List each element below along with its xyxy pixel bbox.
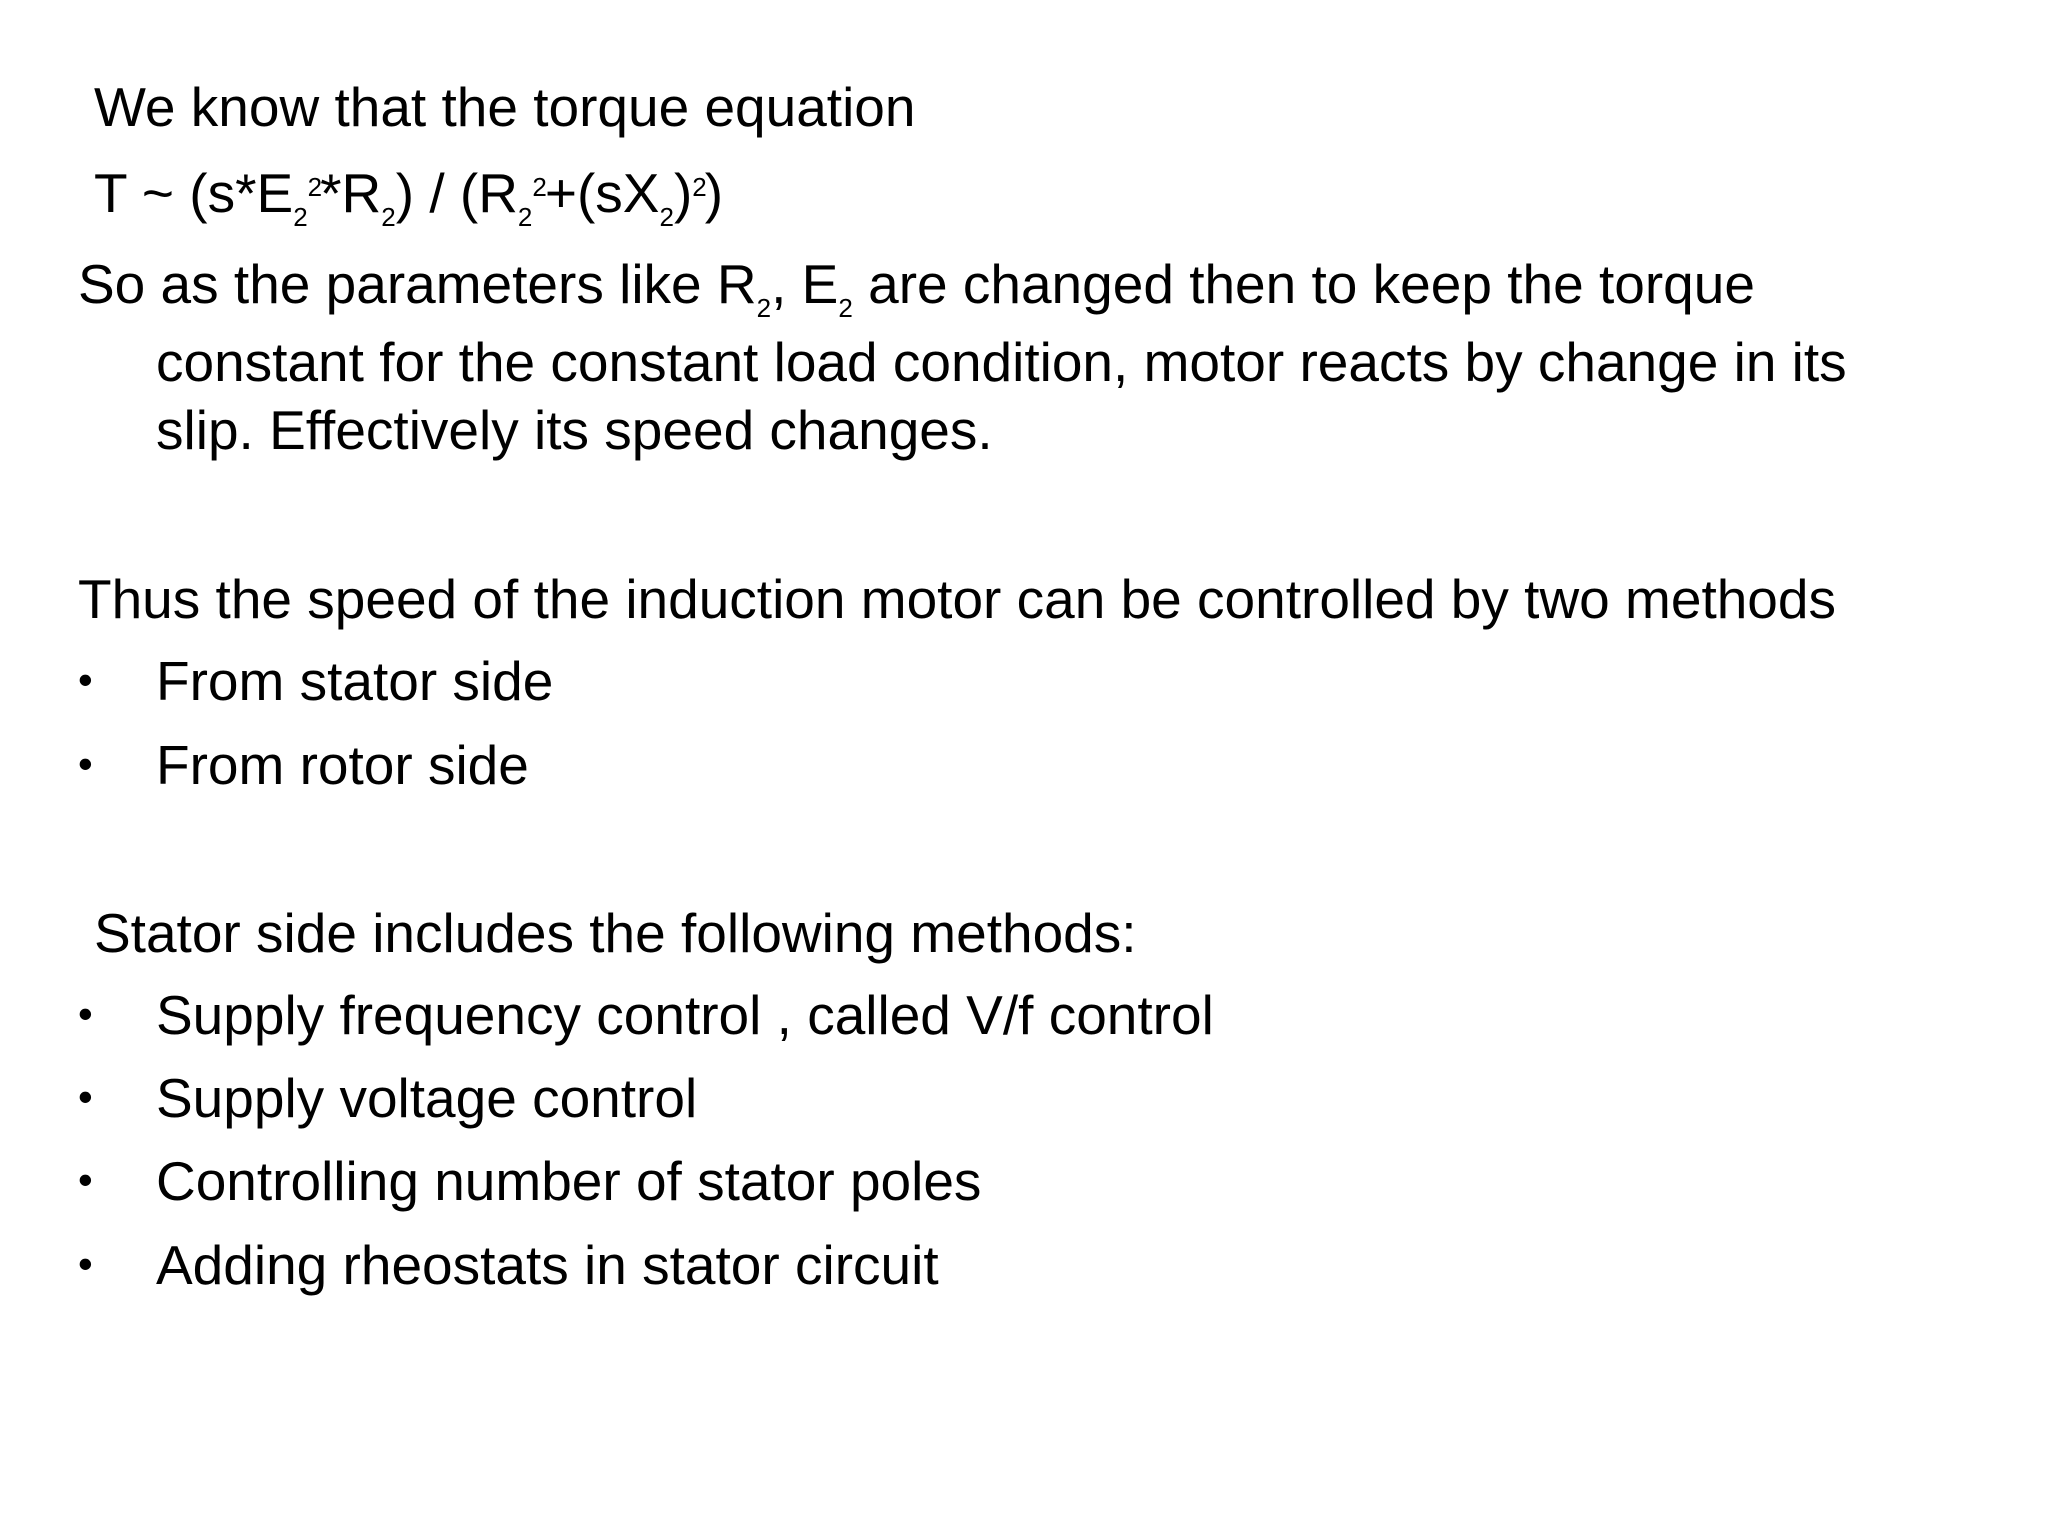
paragraph-line-2: constant for the constant load condition, motor reacts by change in its (156, 331, 1847, 393)
list-item: Controlling number of stator poles (156, 1150, 982, 1212)
bullet-icon: • (78, 656, 93, 703)
list-item: From rotor side (156, 734, 529, 796)
paragraph-text: are changed then to keep the torque (852, 253, 1755, 315)
torque-equation: T ~ (s*E22*R2) / (R22+(sX2)2) (94, 162, 724, 232)
bullet-icon: • (78, 1073, 93, 1120)
list-item: Supply voltage control (156, 1067, 698, 1129)
eq-part: T ~ (s*E (94, 162, 294, 224)
paragraph-text: , E (771, 253, 839, 315)
speed-change-paragraph (78, 248, 1978, 466)
paragraph-line-1: So as the parameters like R2, E2 are changed then to keep the torque (78, 253, 1755, 323)
torque-intro-text: We know that the torque equation (94, 76, 916, 138)
bullet-icon: • (78, 1156, 93, 1203)
paragraph-text: So as the parameters like R (78, 253, 757, 315)
bullet-icon: • (78, 1240, 93, 1287)
methods-lead-text: Thus the speed of the induction motor can be controlled by two methods (78, 568, 1836, 630)
eq-part: ) (673, 162, 693, 224)
paragraph-line-3: slip. Effectively its speed changes. (156, 399, 993, 461)
list-item: Adding rheostats in stator circuit (156, 1234, 939, 1296)
eq-part: +(sX (544, 162, 660, 224)
list-item: Supply frequency control , called V/f control (156, 984, 1214, 1046)
stator-lead-text: Stator side includes the following methods: (94, 902, 1137, 964)
eq-part: ) (704, 162, 724, 224)
eq-part: *R (320, 162, 382, 224)
eq-part: ) / (R (395, 162, 518, 224)
list-item: From stator side (156, 650, 554, 712)
bullet-icon: • (78, 990, 93, 1037)
bullet-icon: • (78, 740, 93, 787)
